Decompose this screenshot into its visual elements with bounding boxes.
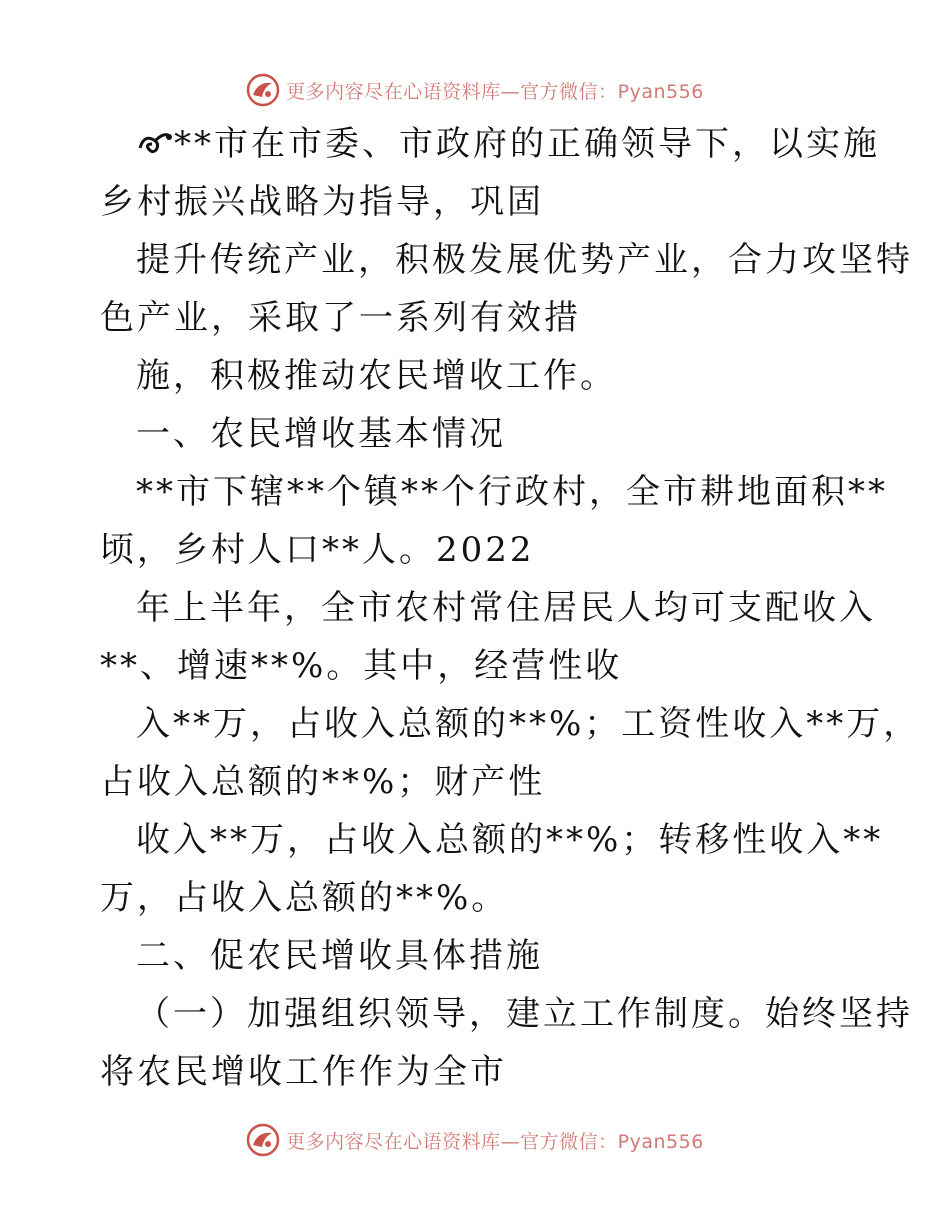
- paragraph-line: **市下辖**个镇**个行政村，全市耕地面积**: [136, 472, 888, 512]
- paragraph-line: 收入**万，占收入总额的**%；转移性收入**: [136, 820, 884, 860]
- logo-icon: [246, 73, 280, 107]
- footer-banner: [0, 1122, 950, 1158]
- paragraph-line: 色产业，采取了一系列有效措: [100, 298, 581, 338]
- paragraph-line: **、增速**%。其中，经营性收: [100, 646, 623, 686]
- paragraph-line: 年上半年，全市农村常住居民人均可支配收入: [136, 588, 876, 628]
- paragraph-line: 施，积极推动农民增收工作。: [136, 356, 617, 396]
- header-banner: [0, 72, 950, 108]
- section-heading: 二、促农民增收具体措施: [136, 936, 543, 976]
- paragraph-line: 乡村振兴战略为指导，巩固: [100, 182, 544, 222]
- paragraph-line: 顷，乡村人口**人。2022: [100, 530, 535, 570]
- paragraph-line: 将农民增收工作作为全市: [100, 1052, 507, 1092]
- paragraph-line: （一）加强组织领导，建立工作制度。始终坚持: [136, 994, 913, 1034]
- section-heading: 一、农民增收基本情况: [136, 414, 506, 454]
- line-text: **市在市委、市政府的正确领导下，以实施: [174, 124, 880, 164]
- banner-text: 更多内容尽在心语资料库—官方微信：Pyan556: [286, 80, 704, 103]
- paragraph-line: [136, 118, 880, 170]
- ornament-icon: [136, 128, 174, 158]
- paragraph-line: 占收入总额的**%；财产性: [100, 762, 546, 802]
- logo-icon: [246, 1123, 280, 1157]
- banner-text: 更多内容尽在心语资料库—官方微信：Pyan556: [286, 1130, 704, 1153]
- paragraph-line: 万，占收入总额的**%。: [100, 878, 509, 918]
- paragraph-line: 入**万，占收入总额的**%；工资性收入**万，: [136, 704, 921, 744]
- paragraph-line: 提升传统产业，积极发展优势产业，合力攻坚特: [136, 240, 913, 280]
